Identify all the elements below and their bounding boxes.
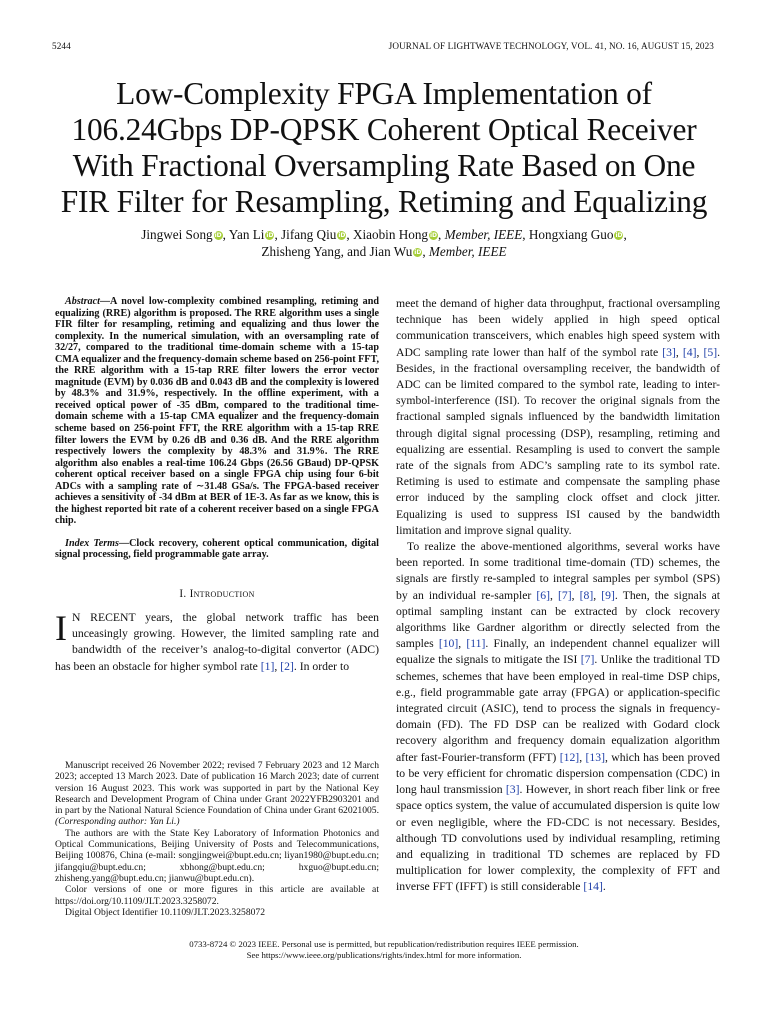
right-column <box>396 296 720 896</box>
author-name: Jingwei Song <box>141 227 213 242</box>
author-membership: Member, IEEE <box>444 227 523 242</box>
footnote-affiliation: The authors are with the State Key Laboratory of Information Photonics and Optical Communications, Beijing University of Posts and Telecommunications, Beijing 100876, China (e-mail: songjingwei@bupt.edu.cn; liyan1980@bupt.edu.cn; jifangqiu@bupt.edu.cn; xbhong@bupt.edu.cn; hxguo@bupt.edu.cn; zhisheng.yang@bupt.edu.cn; jianwu@bupt.edu.cn). <box>55 827 379 884</box>
abstract-text: —A novel low-complexity combined resampling, retiming and equalizing (RRE) algorithm is proposed. The RRE algorithm uses a single FIR filter for resampling, retiming and equalizing and thus lower the complexity. In the numerical simulation, with an oversampling rate of 32/27, compared to the traditional time-domain scheme with a 15-tap CMA equalizer and the frequency-domain scheme based on 256-point FFT, the RRE algorithm with a 15-tap RRE filter lowers the error vector magnitude (EVM) by 0.036 dB and 0.043 dB and the complexity is lowered by 48.3% and 31.9%, respectively. In the offline experiment, with a received optical power of -35 dBm, compared to the traditional time-domain scheme with a 15-tap CMA equalizer and the frequency-domain scheme based on 256-point FFT, the RRE algorithm with a 15-tap RRE filter lowers the EVM by 0.26 dB and 0.36 dB. And the RRE algorithm respectively lowers the complexity by 48.3% and 31.9%. The RRE algorithm also enables a real-time 106.24 Gbps (26.56 GBaud) DP-QPSK coherent optical receiver based on a single FPGA chip using four 6-bit ADCs with a sampling rate of ∼31.48 GSa/s. The FPGA-based receiver achieves a sensitivity of -34 dBm at BER of 1E-3. As far as we know, this is the highest reported bit rate of a coherent receiver based on a single FPGA chip. <box>55 296 380 527</box>
title-line: FIR Filter for Resampling, Retiming and Equalizing <box>60 184 708 219</box>
journal-header: JOURNAL OF LIGHTWAVE TECHNOLOGY, VOL. 41, NO. 16, AUGUST 15, 2023 <box>388 41 714 51</box>
author-name: Hongxiang Guo <box>528 227 614 242</box>
citation-link[interactable]: [5] <box>703 345 718 359</box>
intro-paragraph <box>55 610 379 675</box>
author-name: Yan Li <box>228 227 265 242</box>
author-name: Jifang Qiu <box>281 227 337 242</box>
body-text: . <box>602 880 606 894</box>
citation-link[interactable]: [8] <box>579 588 594 602</box>
citation-link[interactable]: [3] <box>505 783 520 797</box>
citation-link[interactable]: [6] <box>536 588 550 602</box>
citation-link[interactable]: [11] <box>466 637 486 651</box>
citation-link[interactable]: [3] <box>662 345 676 359</box>
body-paragraph <box>396 296 720 539</box>
section-number: I. <box>179 588 187 601</box>
section-title: Introduction <box>189 588 255 601</box>
citation-separator: , <box>696 345 704 359</box>
intro-text: N RECENT years, the global network traffic has been unceasingly growing. However, the limited sampling rate and bandwidth of the receiver’s analog-to-digital convertor (ADC) has been an obstacle for higher symbol rate <box>55 611 379 673</box>
citation-link[interactable]: [13] <box>585 750 605 764</box>
body-text: . Finally, an independent channel equalizer will equalize the signals to mitigate the ISI <box>396 637 721 667</box>
citation-link[interactable]: [4] <box>682 345 697 359</box>
footnote-doi: Digital Object Identifier 10.1109/JLT.2023.3258072 <box>65 906 266 918</box>
body-text: meet the demand of higher data throughput, fractional oversampling technique has been widely applied in high speed optical communication transceivers, which enables high speed system with ADC sampling rate lower than half of the symbol rate <box>396 297 720 359</box>
index-terms <box>55 538 379 561</box>
index-terms-text: —Clock recovery, coherent optical communication, digital signal processing, field programmable gate array. <box>55 537 379 561</box>
author-membership: Member, IEEE <box>428 244 507 260</box>
section-heading <box>55 588 379 600</box>
copyright-line: 0733-8724 © 2023 IEEE. Personal use is permitted, but republication/redistribution requires IEEE permission. <box>189 939 579 949</box>
footnote-text: Manuscript received 26 November 2022; revised 7 February 2023 and 12 March 2023; accepted 13 March 2023. Date of publication 16 March 2023; date of current version 16 August 2023. This work was supported in part by the National Key Research and Development Program of China under Grant 2022YFB2903201 and in part by the National Natural Science Foundation of China under Grant 62021005. <box>55 760 379 817</box>
orcid-icon[interactable]: iD <box>266 232 274 239</box>
orcid-icon[interactable]: iD <box>414 249 422 257</box>
citation-separator: , <box>593 588 602 602</box>
citation-link[interactable]: [7] <box>580 653 595 667</box>
citation-link[interactable]: [1] <box>260 659 275 673</box>
body-text: . Then, the signals at optimal sampling instant can be extracted by clock recovery algorithms like Gardner algorithm or directly selected from the samples <box>396 588 721 651</box>
body-text: To realize the above-mentioned algorithms, several works have been reported. In some traditional time-domain (TD) schemes, the signals are firstly re-sampled to integral samples per symbol (SPS) by an individual re-sampler <box>396 540 720 602</box>
author-name: Jian Wu <box>369 244 413 260</box>
index-terms-label: Index Terms <box>65 537 119 549</box>
intro-text: . In order to <box>293 659 350 673</box>
citation-separator: , <box>274 659 281 673</box>
body-text: . Unlike the traditional TD schemes, schemes that have been employed in real-time DSP chips, e.g., field programmable gate array (FPGA) or application-specific integrated circuit (ASIC), tend to process the signals in frequency-domain (FD). The FD DSP can be realized with Godard clock recovery algorithm and frequency domain equalization algorithm after fast-Fourier-transform (FFT) <box>396 653 720 764</box>
title-line: 106.24Gbps DP-QPSK Coherent Optical Receiver <box>71 112 697 147</box>
body-text: , which has been proved to be very efficient for chromatic dispersion compensation (CDC) in long haul transmission <box>396 750 721 797</box>
left-column <box>55 296 379 675</box>
paper-title <box>40 76 728 220</box>
citation-link[interactable]: [14] <box>583 880 603 894</box>
orcid-icon[interactable]: iD <box>338 232 346 239</box>
citation-link[interactable]: [7] <box>558 588 572 602</box>
author-name: Xiaobin Hong <box>352 227 429 242</box>
citation-separator: , <box>675 345 683 359</box>
author-list <box>60 226 708 261</box>
citation-link[interactable]: [10] <box>438 637 459 651</box>
footnote-color-versions: Color versions of one or more figures in this article are available at https://doi.org/10.1109/JLT.2023.3258072. <box>55 884 379 907</box>
citation-separator: , <box>571 588 580 602</box>
citation-link[interactable]: [12] <box>559 750 580 764</box>
title-line: With Fractional Oversampling Rate Based on One <box>72 148 696 183</box>
author-line: Jingwei Song iD, Yan Li iD, Jifang Qiu iD, Xiaobin Hong iD, Member, IEEE, Hongxiang Guo iD, <box>141 227 627 242</box>
orcid-icon[interactable]: iD <box>615 232 623 239</box>
drop-cap: I <box>55 608 67 649</box>
citation-separator: , <box>579 750 586 764</box>
corresponding-author: (Corresponding author: Yan Li.) <box>55 816 180 828</box>
citation-link[interactable]: [9] <box>601 588 615 602</box>
orcid-icon[interactable]: iD <box>430 232 438 239</box>
citation-separator: , <box>550 588 558 602</box>
copyright-line: See https://www.ieee.org/publications/rights/index.html for more information. <box>246 950 522 961</box>
copyright-notice <box>54 939 714 961</box>
citation-link[interactable]: [2] <box>280 659 294 673</box>
abstract-label: Abstract <box>65 296 100 307</box>
abstract <box>55 296 379 527</box>
body-text: . However, in short reach fiber link or free space optics system, the value of accumulated dispersion is quite low or even negligible, where the FD-CDC is not necessary. Besides, although TD convolutions used by individual resampling, retiming and equalizing in traditional TD schemes are replaced by FD multiplication for lower complexity, the complexity of FFT and inverse FFT (IFFT) is still considerable <box>396 783 720 894</box>
body-text: . Besides, in the fractional oversampling receiver, the bandwidth of ADC can be limited compared to the symbol rate, leading to inter-symbol-interference (ISI). To recover the original signals from the fractional sampled signals influenced by the bandwidth limitation through digital signal processing (DSP), resampling, retiming and equalizing are essential. Resampling is used to convert the sample rate of the signals from ADC’s sampling rate to its symbol rate. Retiming is used to estimate and compensate the sampling phase error induced by the sampling clock offset and clock jitter. Equalizing is used to suppress ISI caused by the bandwidth limitation and improve signal quality. <box>396 345 721 537</box>
footnote-manuscript <box>55 760 379 828</box>
author-line: Zhisheng Yang, and Jian Wu iD, Member, IEEE <box>261 244 507 260</box>
title-line: Low-Complexity FPGA Implementation of <box>116 76 652 111</box>
footnotes <box>55 760 379 918</box>
citation-separator: , <box>458 637 467 651</box>
orcid-icon[interactable]: iD <box>214 232 222 239</box>
author-name: Zhisheng Yang <box>261 244 341 260</box>
body-paragraph <box>396 539 720 895</box>
page-number: 5244 <box>52 41 71 51</box>
